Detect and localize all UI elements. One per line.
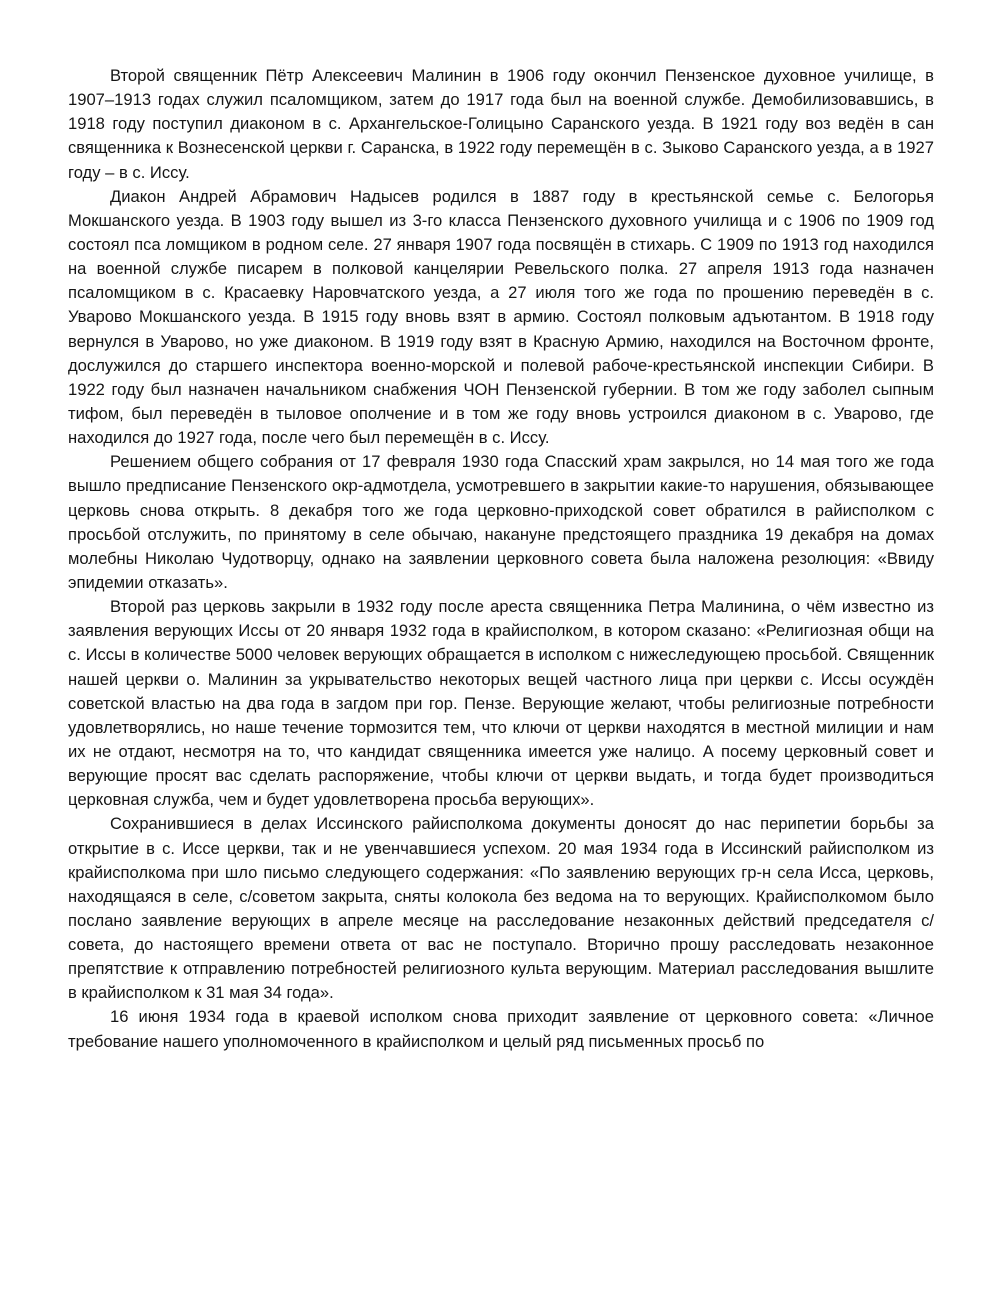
paragraph: Диакон Андрей Абрамович Надысев родился в 1887 году в крестьянской семье с. Белогорья Мокшанского уезда. В 1903 году вышел из 3-го класса Пензенского духовного училища и с 1906 по 1909 год состоял пса ломщиком в родном селе. 27 января 1907 года посвящён в стихарь. С 1909 по 1913 год находился на военной службе писарем в полковой канцелярии Ревельского полка. 27 апреля 1913 года назначен псаломщиком в с. Красаевку Наровчатского уезда, а 27 июля того же года по прошению переведён в с. Уварово Мокшанского уезда. В 1915 году вновь взят в армию. Состоял полковым адъютантом. В 1918 году вернулся в Уварово, но уже диаконом. В 1919 году взят в Красную Армию, находился на Восточном фронте, дослужился до старшего инспектора военно-морской и полевой рабоче-крестьянской инспекции Сибири. В 1922 году был назначен начальником снабжения ЧОН Пензенской губернии. В том же году заболел сыпным тифом, был переведён в тыловое ополчение и в том же году вновь устроился диаконом в с. Уварово, где находился до 1927 года, после чего был перемещён в с. Иссу.	[68, 186, 934, 448]
paragraph: 16 июня 1934 года в краевой исполком снова приходит заявление от церковного совета: «Личное требование нашего уполномоченного в крайисполком и целый ряд письменных просьб по	[68, 1007, 934, 1051]
paragraph: Решением общего собрания от 17 февраля 1930 года Спасский храм закрылся, но 14 мая того же года вышло предписание Пензенского окр-адмотдела, усмотревшего в закрытии какие-то нарушения, обязывающее церковь снова открыть. 8 декабря того же года церковно-приходской совет обратился в райисполком с просьбой отслужить, по принятому в селе обычаю, накануне предстоящего праздника 19 декабря на домах молебны Николаю Чудотворцу, однако на заявлении церковного совета была наложена резолюция: «Ввиду эпидемии отказать».	[68, 452, 934, 592]
paragraph: Сохранившиеся в делах Иссинского райисполкома документы доносят до нас перипетии борьбы за открытие в с. Иссе церкви, так и не увенчавшиеся успехом. 20 мая 1934 года в Иссинский райисполком из крайисполкома при шло письмо следующего содержания: «По заявлению верующих гр-н села Исса, церковь, находящаяся в селе, с/советом закрыта, сняты колокола без ведома на то верующих. Крайисполкомом было послано заявление верующих в апреле месяце на расследование незаконных действий председателя с/совета, до настоящего времени ответа от вас не поступало. Вторично прошу расследовать незаконное препятствие к отправлению потребностей религиозного культа верующим. Материал расследования вышлите в крайисполком к 31 мая 34 года».	[68, 814, 934, 1003]
paragraph: Второй раз церковь закрыли в 1932 году после ареста священника Петра Малинина, о чём известно из заявления верующих Иссы от 20 января 1932 года в крайисполком, в котором сказано: «Религиозная общи на с. Иссы в количестве 5000 человек верующих обращается в исполком с нижеследующею просьбой. Священник нашей церкви о. Малинин за укрывательство некоторых вещей частного лица при церкви с. Иссы осуждён советской властью на два года в загдом при гор. Пензе. Верующие желают, чтобы религиозные потребности удовлетворялись, но наше течение тормозится тем, что ключи от церкви находятся в местной милиции и нам их не отдают, несмотря на то, что кандидат священника имеется уже налицо. А посему церковный совет и верующие просят вас сделать распоряжение, чтобы ключи от церкви выдать, и тогда будет производиться церковная служба, чем и будет удовлетворена просьба верующих».	[68, 597, 934, 810]
document-text-body	[68, 64, 934, 1054]
paragraph: Второй священник Пётр Алексеевич Малинин в 1906 году окончил Пензенское духовное училище, в 1907–1913 годах служил псаломщиком, затем до 1917 года был на военной службе. Демобилизовавшись, в 1918 году поступил диаконом в с. Архангельское-Голицыно Саранского уезда. В 1921 году воз ведён в сан священника к Вознесенской церкви г. Саранска, в 1922 году перемещён в с. Зыково Саранского уезда, а в 1927 году – в с. Иссу.	[68, 66, 934, 182]
